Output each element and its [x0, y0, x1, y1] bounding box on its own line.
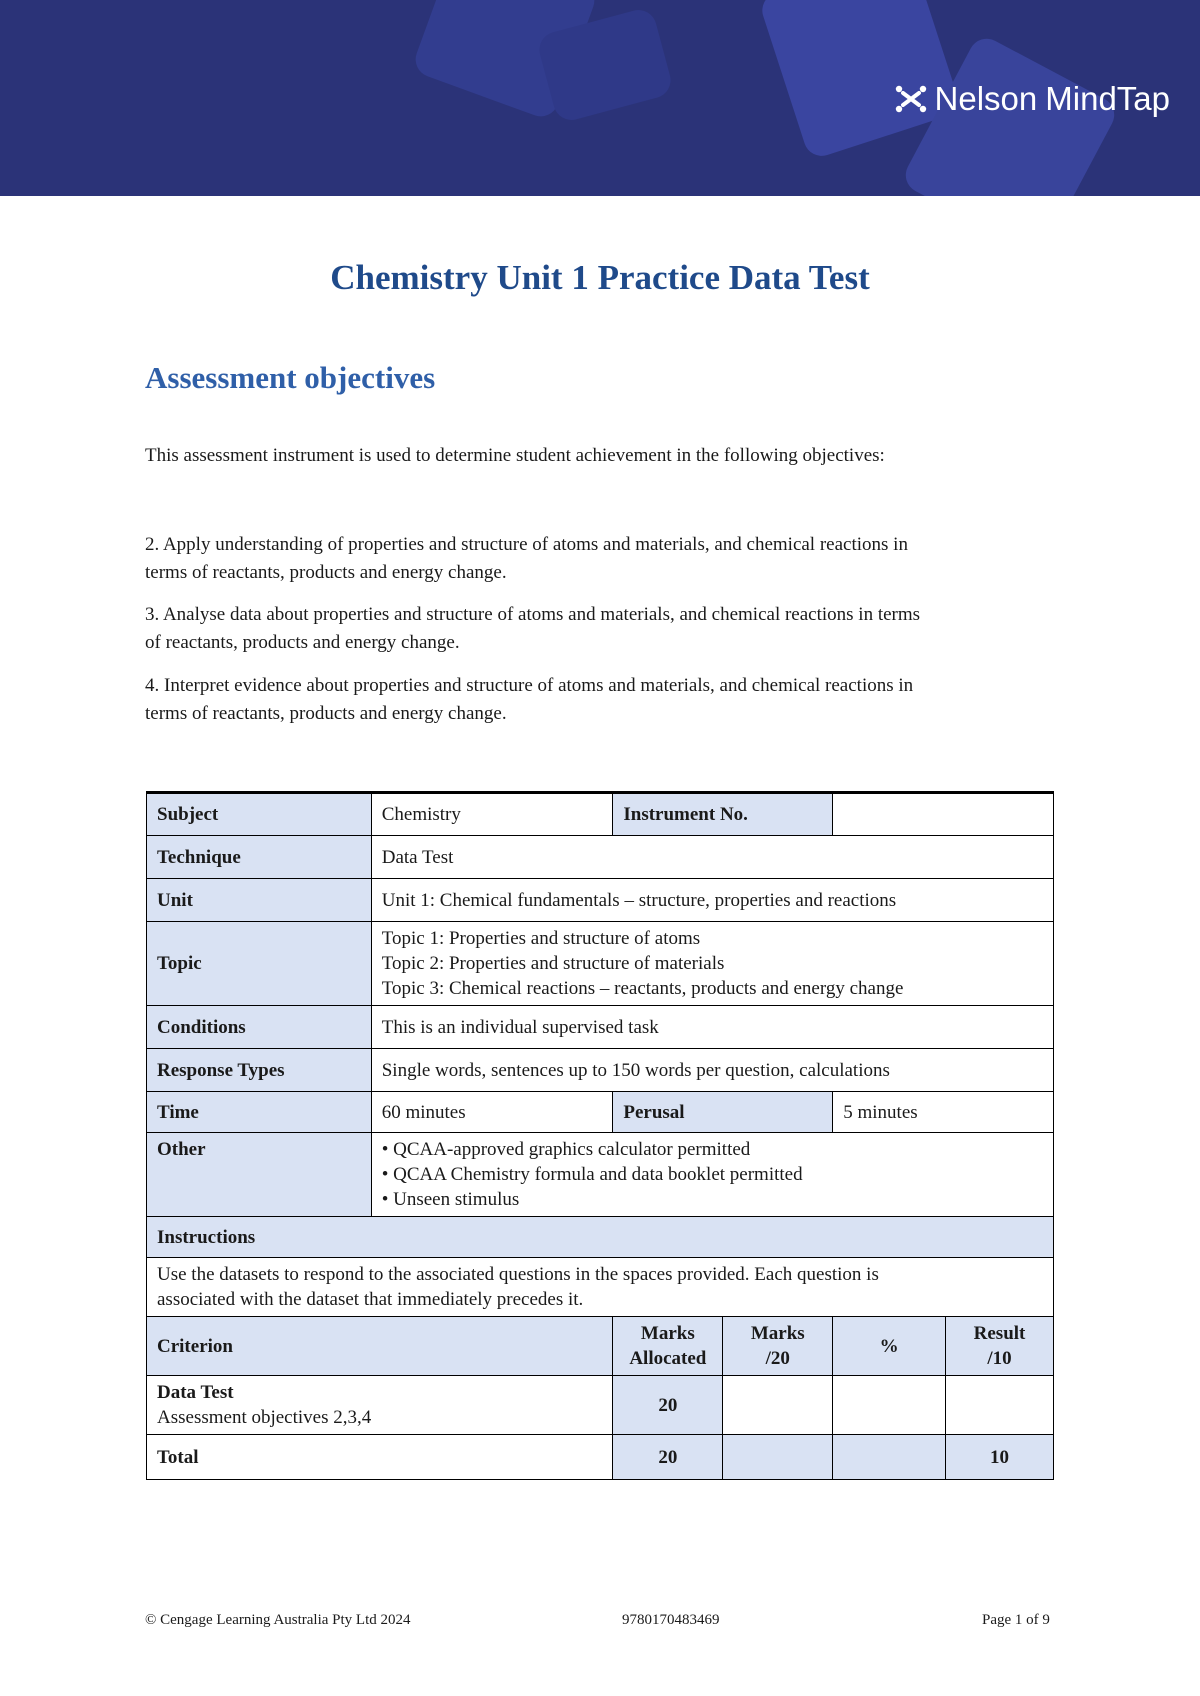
objective-item — [145, 601, 1060, 657]
table-row — [147, 1092, 1054, 1133]
topic-line: Topic 2: Properties and structure of materials — [381, 953, 725, 974]
result-header — [946, 1317, 1054, 1376]
objective-line: 2. Apply understanding of properties and structure of atoms and materials, and chemical reactions in — [145, 534, 908, 555]
percent-value — [833, 1376, 946, 1435]
header-line: Allocated — [629, 1348, 707, 1369]
marks-20-value — [723, 1376, 833, 1435]
objective-line: 4. Interpret evidence about properties and structure of atoms and materials, and chemical reactions in — [145, 675, 914, 696]
table-row — [147, 879, 1054, 922]
conditions-value: This is an individual supervised task — [371, 1006, 1053, 1049]
marks-20-header — [723, 1317, 833, 1376]
other-value — [371, 1133, 1053, 1217]
table-row — [147, 1317, 1054, 1376]
footer-copyright: © Cengage Learning Australia Pty Ltd 2024 — [145, 1612, 411, 1628]
perusal-value: 5 minutes — [833, 1092, 1054, 1133]
conditions-label: Conditions — [147, 1006, 372, 1049]
table-row — [147, 1133, 1054, 1217]
table-row — [147, 1435, 1054, 1480]
other-line: • QCAA Chemistry formula and data booklet permitted — [381, 1164, 803, 1185]
subject-label: Subject — [147, 793, 372, 836]
header-banner — [0, 0, 1200, 196]
header-line: Marks — [750, 1323, 805, 1344]
assessment-info-table — [146, 791, 1054, 1480]
topic-label: Topic — [147, 922, 372, 1006]
objective-item — [145, 531, 1060, 587]
unit-label: Unit — [147, 879, 372, 922]
time-label: Time — [147, 1092, 372, 1133]
instructions-label: Instructions — [147, 1217, 1054, 1258]
allocated-value: 20 — [613, 1376, 723, 1435]
total-allocated: 20 — [613, 1435, 723, 1480]
response-types-label: Response Types — [147, 1049, 372, 1092]
criterion-cell — [147, 1376, 613, 1435]
table-row — [147, 1049, 1054, 1092]
table-row — [147, 1258, 1054, 1317]
response-types-value: Single words, sentences up to 150 words per question, calculations — [371, 1049, 1053, 1092]
nelson-logo-icon — [893, 83, 929, 115]
total-label: Total — [147, 1435, 613, 1480]
criterion-name: Data Test — [157, 1382, 234, 1403]
technique-label: Technique — [147, 836, 372, 879]
table-row — [147, 1217, 1054, 1258]
objective-line: terms of reactants, products and energy change. — [145, 562, 507, 583]
criterion-sub: Assessment objectives 2,3,4 — [157, 1407, 372, 1428]
instrument-label: Instrument No. — [613, 793, 833, 836]
nelson-mindtap-logo — [893, 80, 1170, 118]
brand-name: Nelson — [934, 80, 1038, 117]
criterion-header: Criterion — [147, 1317, 613, 1376]
document-title: Chemistry Unit 1 Practice Data Test — [330, 258, 870, 297]
intro-text: This assessment instrument is used to determine student achievement in the following objectives: — [145, 445, 885, 466]
other-line: • Unseen stimulus — [381, 1189, 520, 1210]
header-line: Marks — [640, 1323, 695, 1344]
technique-value: Data Test — [371, 836, 1053, 879]
time-value: 60 minutes — [371, 1092, 613, 1133]
header-line: /10 — [987, 1348, 1012, 1369]
other-line: • QCAA-approved graphics calculator permitted — [381, 1139, 751, 1160]
subject-value: Chemistry — [371, 793, 613, 836]
topic-value — [371, 922, 1053, 1006]
total-marks-20 — [723, 1435, 833, 1480]
objective-line: 3. Analyse data about properties and structure of atoms and materials, and chemical reactions in terms — [145, 604, 921, 625]
result-value — [946, 1376, 1054, 1435]
perusal-label: Perusal — [613, 1092, 833, 1133]
total-result: 10 — [946, 1435, 1054, 1480]
footer-page-number: Page 1 of 9 — [982, 1612, 1050, 1628]
instructions-line: Use the datasets to respond to the associated questions in the spaces provided. Each question is — [157, 1264, 879, 1285]
product-name: MindTap — [1045, 80, 1170, 117]
table-row — [147, 922, 1054, 1006]
objective-item — [145, 672, 1060, 728]
objective-line: terms of reactants, products and energy change. — [145, 703, 507, 724]
total-percent — [833, 1435, 946, 1480]
table-row — [147, 1376, 1054, 1435]
other-label: Other — [147, 1133, 372, 1217]
marks-allocated-header — [613, 1317, 723, 1376]
instructions-line: associated with the dataset that immediately precedes it. — [157, 1289, 584, 1310]
objective-line: of reactants, products and energy change. — [145, 632, 460, 653]
header-line: Result — [973, 1323, 1026, 1344]
instructions-text — [147, 1258, 1054, 1317]
header-line: /20 — [765, 1348, 790, 1369]
table-row — [147, 793, 1054, 836]
percent-header: % — [833, 1317, 946, 1376]
instrument-value — [833, 793, 1054, 836]
topic-line: Topic 1: Properties and structure of atoms — [381, 928, 701, 949]
topic-line: Topic 3: Chemical reactions – reactants, products and energy change — [381, 978, 904, 999]
table-row — [147, 1006, 1054, 1049]
footer-isbn: 9780170483469 — [622, 1612, 720, 1628]
section-heading: Assessment objectives — [145, 360, 436, 395]
unit-value: Unit 1: Chemical fundamentals – structure, properties and reactions — [371, 879, 1053, 922]
table-row — [147, 836, 1054, 879]
